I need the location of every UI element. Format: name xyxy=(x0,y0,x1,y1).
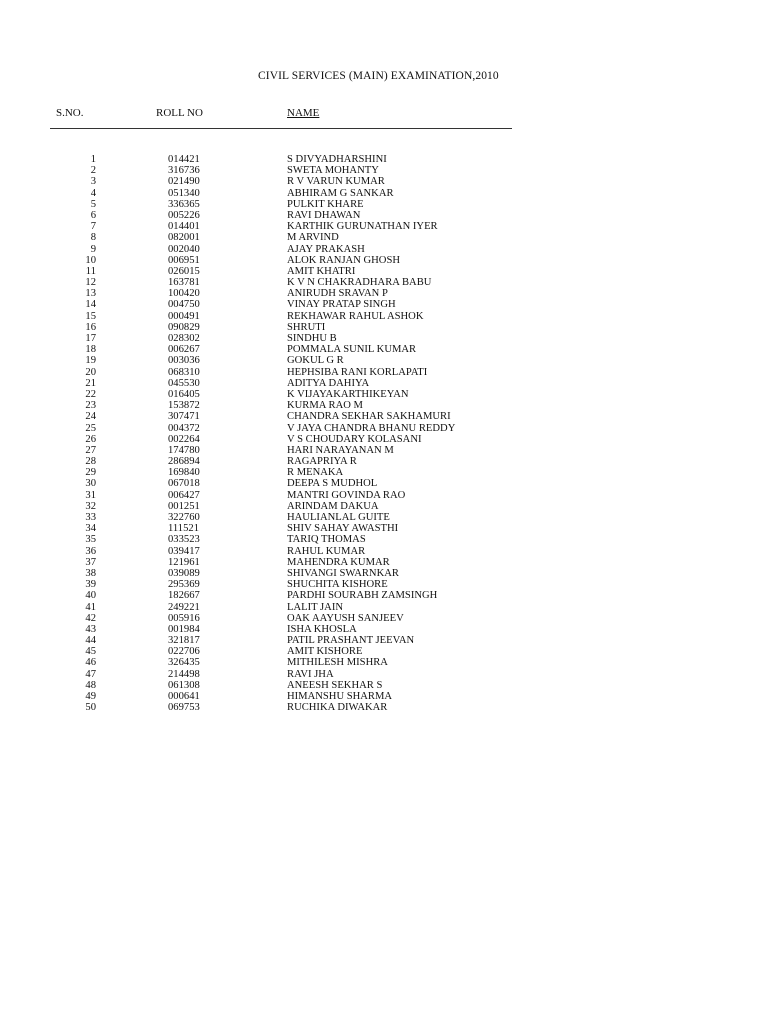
roll-number: 026015 xyxy=(168,265,200,277)
serial-number: 21 xyxy=(85,377,96,389)
table-row xyxy=(0,311,768,322)
table-row xyxy=(0,467,768,478)
column-header-name: NAME xyxy=(287,107,320,119)
serial-number: 42 xyxy=(85,612,96,624)
serial-number: 46 xyxy=(85,657,96,669)
roll-number: 022706 xyxy=(168,646,200,658)
table-row xyxy=(0,154,768,165)
candidate-name: ANIRUDH SRAVAN P xyxy=(287,288,388,300)
roll-number: 182667 xyxy=(168,590,200,602)
serial-number: 32 xyxy=(85,500,96,512)
serial-number: 39 xyxy=(85,579,96,591)
candidate-name: RAVI JHA xyxy=(287,668,334,680)
serial-number: 12 xyxy=(85,277,96,289)
serial-number: 1 xyxy=(90,154,96,165)
candidate-name: GOKUL G R xyxy=(287,355,344,367)
candidate-name: MANTRI GOVINDA RAO xyxy=(287,489,406,501)
candidate-name: SHIVANGI SWARNKAR xyxy=(287,567,399,579)
serial-number: 25 xyxy=(85,422,96,434)
roll-number: 111521 xyxy=(168,523,199,535)
table-row xyxy=(0,501,768,512)
roll-number: 004750 xyxy=(168,299,200,311)
candidate-name: SHIV SAHAY AWASTHI xyxy=(287,523,399,535)
table-row xyxy=(0,378,768,389)
serial-number: 36 xyxy=(85,545,96,557)
candidate-name: MITHILESH MISHRA xyxy=(287,657,388,669)
serial-number: 2 xyxy=(90,165,96,177)
roll-number: 214498 xyxy=(168,668,200,680)
candidate-name: PULKIT KHARE xyxy=(287,198,364,210)
candidate-name: ARINDAM DAKUA xyxy=(287,500,379,512)
candidate-name: REKHAWAR RAHUL ASHOK xyxy=(287,310,424,322)
roll-number: 006951 xyxy=(168,254,200,266)
candidate-name: RAGAPRIYA R xyxy=(287,456,357,468)
roll-number: 000491 xyxy=(168,310,200,322)
roll-number: 001251 xyxy=(168,500,200,512)
table-row xyxy=(0,165,768,176)
serial-number: 28 xyxy=(85,456,96,468)
roll-number: 068310 xyxy=(168,366,200,378)
table-row xyxy=(0,434,768,445)
roll-number: 336365 xyxy=(168,198,200,210)
candidate-name: ABHIRAM G SANKAR xyxy=(287,187,394,199)
roll-number: 249221 xyxy=(168,601,200,613)
table-row xyxy=(0,579,768,590)
table-row xyxy=(0,232,768,243)
table-row xyxy=(0,367,768,378)
table-row xyxy=(0,613,768,624)
roll-number: 039089 xyxy=(168,567,200,579)
roll-number: 045530 xyxy=(168,377,200,389)
roll-number: 100420 xyxy=(168,288,200,300)
roll-number: 067018 xyxy=(168,478,200,490)
roll-number: 033523 xyxy=(168,534,200,546)
roll-number: 322760 xyxy=(168,512,200,523)
roll-number: 006427 xyxy=(168,489,200,501)
roll-number: 321817 xyxy=(168,635,200,647)
table-row xyxy=(0,299,768,310)
candidate-name: HARI NARAYANAN M xyxy=(287,444,394,456)
table-row xyxy=(0,210,768,221)
candidate-name: AMIT KISHORE xyxy=(287,646,363,658)
serial-number: 10 xyxy=(85,254,96,266)
roll-number: 153872 xyxy=(168,400,200,412)
roll-number: 090829 xyxy=(168,321,200,333)
roll-number: 001984 xyxy=(168,623,200,635)
candidate-name: RAHUL KUMAR xyxy=(287,545,366,557)
candidate-name: ISHA KHOSLA xyxy=(287,623,357,635)
serial-number: 27 xyxy=(85,444,96,456)
candidate-name: HAULIANLAL GUITE xyxy=(287,512,390,523)
roll-number: 002264 xyxy=(168,433,200,445)
serial-number: 19 xyxy=(85,355,96,367)
table-row xyxy=(0,456,768,467)
candidate-name: RUCHIKA DIWAKAR xyxy=(287,702,388,714)
roll-number: 286894 xyxy=(168,456,200,468)
serial-number: 23 xyxy=(85,400,96,412)
table-row xyxy=(0,646,768,657)
table-row xyxy=(0,512,768,523)
serial-number: 29 xyxy=(85,467,96,479)
table-row xyxy=(0,590,768,601)
candidate-name: SINDHU B xyxy=(287,333,337,344)
roll-number: 014421 xyxy=(168,154,200,165)
roll-number: 082001 xyxy=(168,232,200,244)
table-row xyxy=(0,546,768,557)
roll-number: 039417 xyxy=(168,545,200,557)
candidate-name: HEPHSIBA RANI KORLAPATI xyxy=(287,366,428,378)
column-header-roll-no: ROLL NO xyxy=(156,107,203,119)
serial-number: 47 xyxy=(85,668,96,680)
serial-number: 13 xyxy=(85,288,96,300)
serial-number: 15 xyxy=(85,310,96,322)
roll-number: 016405 xyxy=(168,388,200,400)
candidate-name: AJAY PRAKASH xyxy=(287,243,365,255)
candidate-name: SWETA MOHANTY xyxy=(287,165,379,177)
serial-number: 49 xyxy=(85,691,96,702)
serial-number: 26 xyxy=(85,433,96,445)
column-header-sno: S.NO. xyxy=(56,107,84,119)
candidate-name: MAHENDRA KUMAR xyxy=(287,556,390,568)
table-row xyxy=(0,188,768,199)
table-row xyxy=(0,423,768,434)
roll-number: 006267 xyxy=(168,344,200,356)
serial-number: 24 xyxy=(85,411,96,423)
candidate-name: KURMA RAO M xyxy=(287,400,363,412)
results-table xyxy=(0,154,768,713)
table-row xyxy=(0,221,768,232)
candidate-name: ALOK RANJAN GHOSH xyxy=(287,254,401,266)
candidate-name: LALIT JAIN xyxy=(287,601,343,613)
table-row xyxy=(0,624,768,635)
roll-number: 307471 xyxy=(168,411,200,423)
table-row xyxy=(0,344,768,355)
roll-number: 005226 xyxy=(168,209,200,221)
candidate-name: VINAY PRATAP SINGH xyxy=(287,299,396,311)
serial-number: 3 xyxy=(90,176,96,188)
roll-number: 014401 xyxy=(168,221,200,233)
candidate-name: K VIJAYAKARTHIKEYAN xyxy=(287,388,409,400)
table-row xyxy=(0,255,768,266)
serial-number: 7 xyxy=(90,221,96,233)
table-row xyxy=(0,266,768,277)
roll-number: 326435 xyxy=(168,657,200,669)
candidate-name: OAK AAYUSH SANJEEV xyxy=(287,612,404,624)
serial-number: 11 xyxy=(85,265,96,277)
table-row xyxy=(0,657,768,668)
table-row xyxy=(0,277,768,288)
serial-number: 43 xyxy=(85,623,96,635)
table-row xyxy=(0,199,768,210)
roll-number: 121961 xyxy=(168,556,200,568)
table-row xyxy=(0,478,768,489)
serial-number: 37 xyxy=(85,556,96,568)
candidate-name: S DIVYADHARSHINI xyxy=(287,154,387,165)
serial-number: 50 xyxy=(85,702,96,714)
roll-number: 002040 xyxy=(168,243,200,255)
table-row xyxy=(0,389,768,400)
roll-number: 295369 xyxy=(168,579,200,591)
table-row xyxy=(0,534,768,545)
serial-number: 38 xyxy=(85,567,96,579)
document-title: CIVIL SERVICES (MAIN) EXAMINATION,2010 xyxy=(258,70,499,82)
roll-number: 000641 xyxy=(168,691,200,702)
table-row xyxy=(0,333,768,344)
table-row xyxy=(0,490,768,501)
serial-number: 5 xyxy=(90,198,96,210)
serial-number: 35 xyxy=(85,534,96,546)
serial-number: 16 xyxy=(85,321,96,333)
candidate-name: PARDHI SOURABH ZAMSINGH xyxy=(287,590,438,602)
candidate-name: HIMANSHU SHARMA xyxy=(287,691,393,702)
candidate-name: R MENAKA xyxy=(287,467,344,479)
candidate-name: ANEESH SEKHAR S xyxy=(287,679,383,691)
serial-number: 14 xyxy=(85,299,96,311)
table-row xyxy=(0,602,768,613)
candidate-name: DEEPA S MUDHOL xyxy=(287,478,378,490)
table-row xyxy=(0,523,768,534)
candidate-name: V JAYA CHANDRA BHANU REDDY xyxy=(287,422,456,434)
table-row xyxy=(0,411,768,422)
serial-number: 31 xyxy=(85,489,96,501)
serial-number: 4 xyxy=(90,187,96,199)
candidate-name: POMMALA SUNIL KUMAR xyxy=(287,344,417,356)
roll-number: 028302 xyxy=(168,333,200,344)
roll-number: 003036 xyxy=(168,355,200,367)
candidate-name: ADITYA DAHIYA xyxy=(287,377,370,389)
roll-number: 163781 xyxy=(168,277,200,289)
header-divider xyxy=(50,128,512,129)
serial-number: 41 xyxy=(85,601,96,613)
candidate-name: AMIT KHATRI xyxy=(287,265,356,277)
table-row xyxy=(0,557,768,568)
candidate-name: CHANDRA SEKHAR SAKHAMURI xyxy=(287,411,451,423)
table-row xyxy=(0,322,768,333)
roll-number: 061308 xyxy=(168,679,200,691)
table-row xyxy=(0,635,768,646)
serial-number: 48 xyxy=(85,679,96,691)
serial-number: 6 xyxy=(90,209,96,221)
candidate-name: V S CHOUDARY KOLASANI xyxy=(287,433,422,445)
table-row xyxy=(0,702,768,713)
table-row xyxy=(0,288,768,299)
table-row xyxy=(0,568,768,579)
table-row xyxy=(0,691,768,702)
serial-number: 22 xyxy=(85,388,96,400)
serial-number: 45 xyxy=(85,646,96,658)
serial-number: 33 xyxy=(85,512,96,523)
roll-number: 005916 xyxy=(168,612,200,624)
roll-number: 169840 xyxy=(168,467,200,479)
candidate-name: KARTHIK GURUNATHAN IYER xyxy=(287,221,438,233)
candidate-name: PATIL PRASHANT JEEVAN xyxy=(287,635,415,647)
table-row xyxy=(0,680,768,691)
serial-number: 9 xyxy=(90,243,96,255)
table-row xyxy=(0,400,768,411)
serial-number: 30 xyxy=(85,478,96,490)
roll-number: 051340 xyxy=(168,187,200,199)
roll-number: 069753 xyxy=(168,702,200,714)
roll-number: 004372 xyxy=(168,422,200,434)
roll-number: 174780 xyxy=(168,444,200,456)
candidate-name: K V N CHAKRADHARA BABU xyxy=(287,277,432,289)
roll-number: 021490 xyxy=(168,176,200,188)
roll-number: 316736 xyxy=(168,165,200,177)
table-row xyxy=(0,669,768,680)
table-row xyxy=(0,176,768,187)
serial-number: 18 xyxy=(85,344,96,356)
serial-number: 44 xyxy=(85,635,96,647)
candidate-name: RAVI DHAWAN xyxy=(287,209,361,221)
candidate-name: TARIQ THOMAS xyxy=(287,534,366,546)
candidate-name: SHRUTI xyxy=(287,321,326,333)
candidate-name: M ARVIND xyxy=(287,232,339,244)
serial-number: 34 xyxy=(85,523,96,535)
table-row xyxy=(0,445,768,456)
serial-number: 17 xyxy=(85,333,96,344)
candidate-name: SHUCHITA KISHORE xyxy=(287,579,388,591)
serial-number: 20 xyxy=(85,366,96,378)
candidate-name: R V VARUN KUMAR xyxy=(287,176,385,188)
table-row xyxy=(0,355,768,366)
serial-number: 8 xyxy=(90,232,96,244)
table-row xyxy=(0,244,768,255)
serial-number: 40 xyxy=(85,590,96,602)
